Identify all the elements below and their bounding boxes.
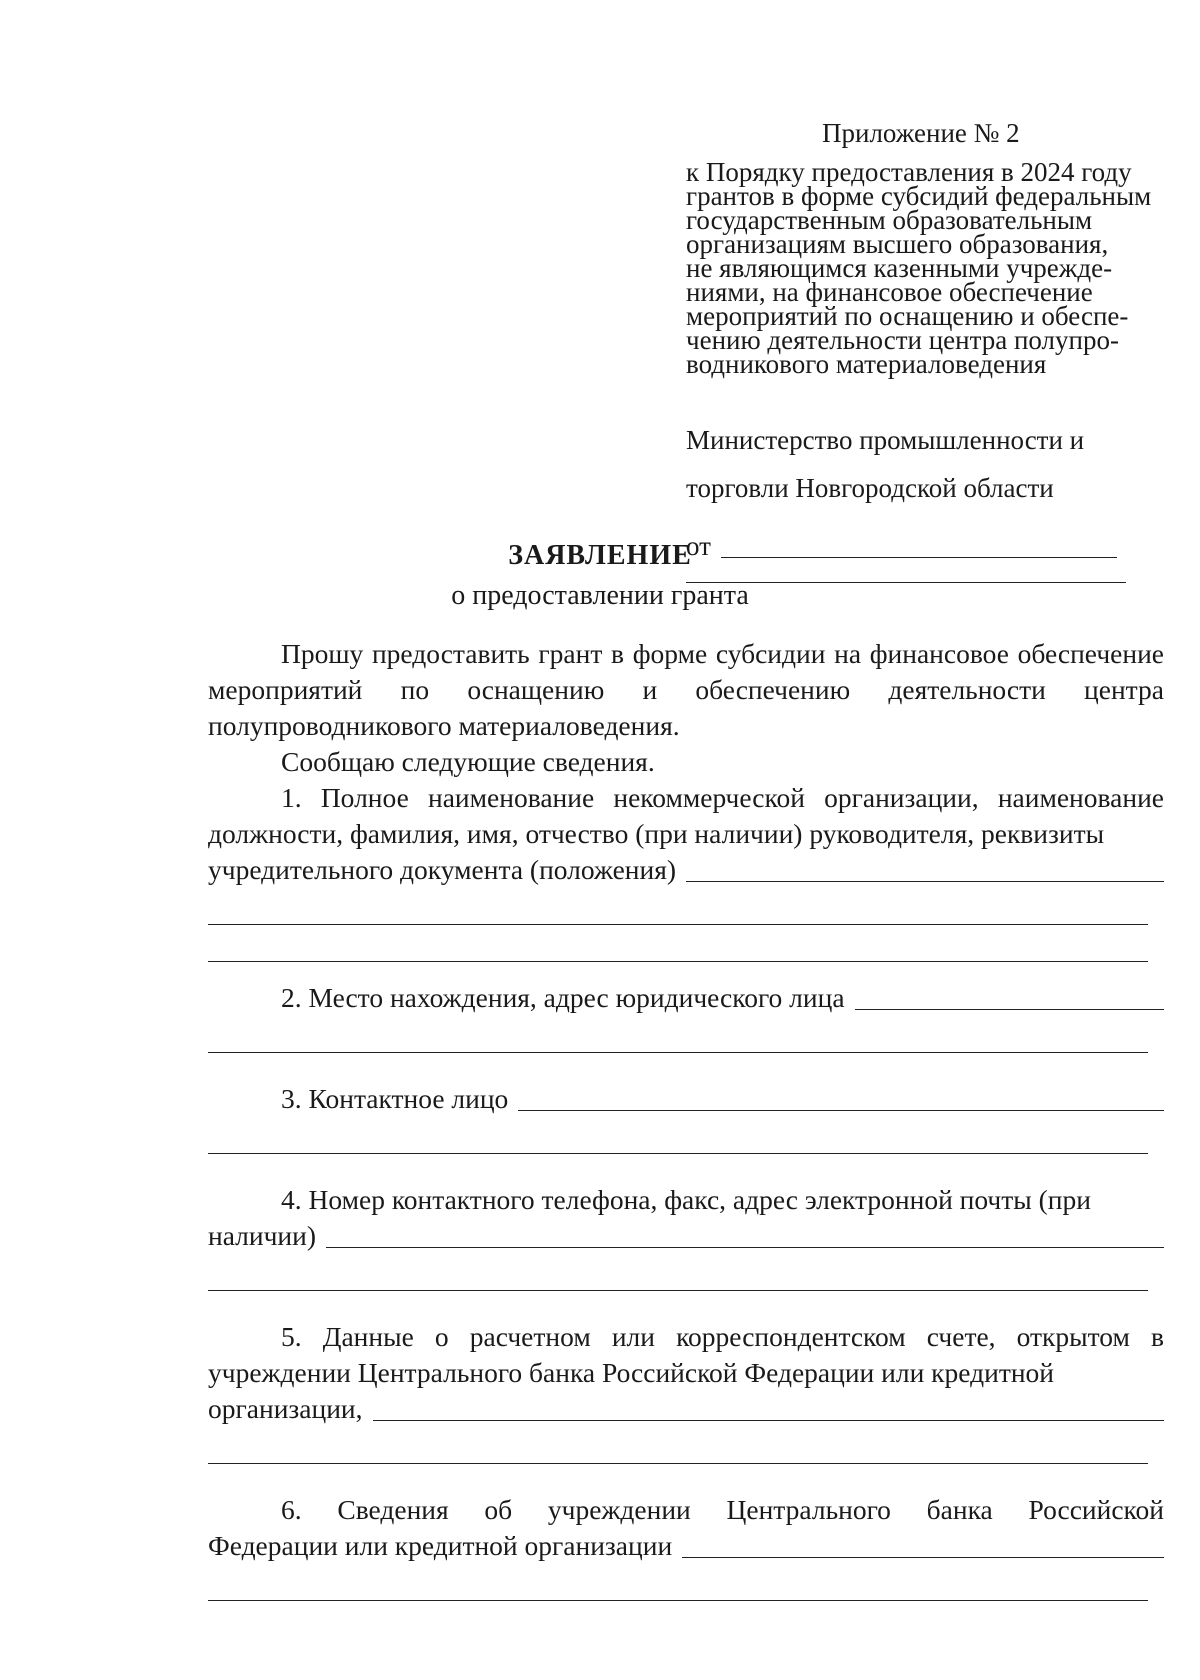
appendix-line: к Порядку предоставления в 2024 году bbox=[686, 157, 1132, 187]
item-3-field-line-2[interactable] bbox=[208, 1117, 1148, 1154]
item-1-field[interactable] bbox=[686, 855, 1164, 882]
appendix-line: не являющимся казенными учрежде- bbox=[686, 253, 1113, 283]
item-1-field-line-3[interactable] bbox=[208, 925, 1148, 962]
item-2-field[interactable] bbox=[855, 983, 1164, 1010]
document-title: ЗАЯВЛЕНИЕ bbox=[508, 540, 692, 571]
application-body bbox=[208, 636, 1164, 1601]
appendix-header bbox=[686, 118, 1176, 583]
appendix-text bbox=[686, 157, 1176, 379]
item-1-tail bbox=[208, 852, 1164, 888]
item-3-row bbox=[208, 1081, 1164, 1117]
item-4-tail-label: наличии) bbox=[208, 1220, 317, 1251]
item-6-tail-label: Федерации или кредитной организации bbox=[208, 1530, 673, 1561]
item-3-field[interactable] bbox=[518, 1084, 1164, 1111]
item-6-text: 6. Сведения об учреждении Центрального банка Российской bbox=[281, 1494, 1164, 1525]
item-2-row bbox=[208, 980, 1164, 1016]
recipient-line: Министерство промышленности и bbox=[686, 425, 1085, 455]
document-heading bbox=[0, 540, 1200, 612]
appendix-line: чению деятельности центра полупро- bbox=[686, 325, 1119, 355]
item-1-field-line-2[interactable] bbox=[208, 888, 1148, 925]
from-label: от bbox=[686, 531, 711, 561]
item-4-field-line-2[interactable] bbox=[208, 1254, 1148, 1291]
intro-paragraph: Прошу предоставить грант в форме субсидии на финансовое обеспечение мероприятий по оснащению и обеспечению деятельности центра полупроводникового материаловедения. bbox=[208, 638, 1164, 741]
document-subtitle: о предоставлении гранта bbox=[451, 580, 749, 611]
recipient-line: торговли Новгородской области bbox=[686, 473, 1054, 503]
item-3-label: 3. Контактное лицо bbox=[281, 1083, 509, 1114]
item-4-tail bbox=[208, 1218, 1164, 1254]
item-5-text: 5. Данные о расчетном или корреспондентском счете, открытом в учреждении Центрального банка Российской Федерации или кредитной bbox=[208, 1321, 1164, 1388]
item-2-field-line-2[interactable] bbox=[208, 1016, 1148, 1053]
appendix-title: Приложение № 2 bbox=[822, 118, 1020, 148]
item-1-text: 1. Полное наименование некоммерческой организации, наименование должности, фамилия, имя, отчество (при наличии) руководителя, реквизиты bbox=[208, 782, 1164, 849]
recipient-block bbox=[686, 404, 1176, 524]
info-lead: Сообщаю следующие сведения. bbox=[281, 746, 655, 777]
item-1-tail-label: учредительного документа (положения) bbox=[208, 854, 677, 885]
item-5-field[interactable] bbox=[373, 1394, 1164, 1421]
item-2-label: 2. Место нахождения, адрес юридического лица bbox=[281, 982, 845, 1013]
item-5-tail bbox=[208, 1391, 1164, 1427]
appendix-line: ниями, на финансовое обеспечение bbox=[686, 277, 1093, 307]
item-6-field-line-2[interactable] bbox=[208, 1564, 1148, 1601]
appendix-line: организациям высшего образования, bbox=[686, 229, 1109, 259]
item-5-field-line-2[interactable] bbox=[208, 1427, 1148, 1464]
appendix-line: мероприятий по оснащению и обеспе- bbox=[686, 301, 1129, 331]
item-6-field[interactable] bbox=[682, 1531, 1164, 1558]
item-4-text: 4. Номер контактного телефона, факс, адрес электронной почты (при bbox=[281, 1184, 1091, 1215]
item-5-tail-label: организации, bbox=[208, 1393, 363, 1424]
appendix-line: государственным образовательным bbox=[686, 205, 1093, 235]
item-6-tail bbox=[208, 1528, 1164, 1564]
appendix-line: грантов в форме субсидий федеральным bbox=[686, 181, 1152, 211]
item-4-field[interactable] bbox=[326, 1221, 1164, 1248]
appendix-line: водникового материаловедения bbox=[686, 349, 1047, 379]
